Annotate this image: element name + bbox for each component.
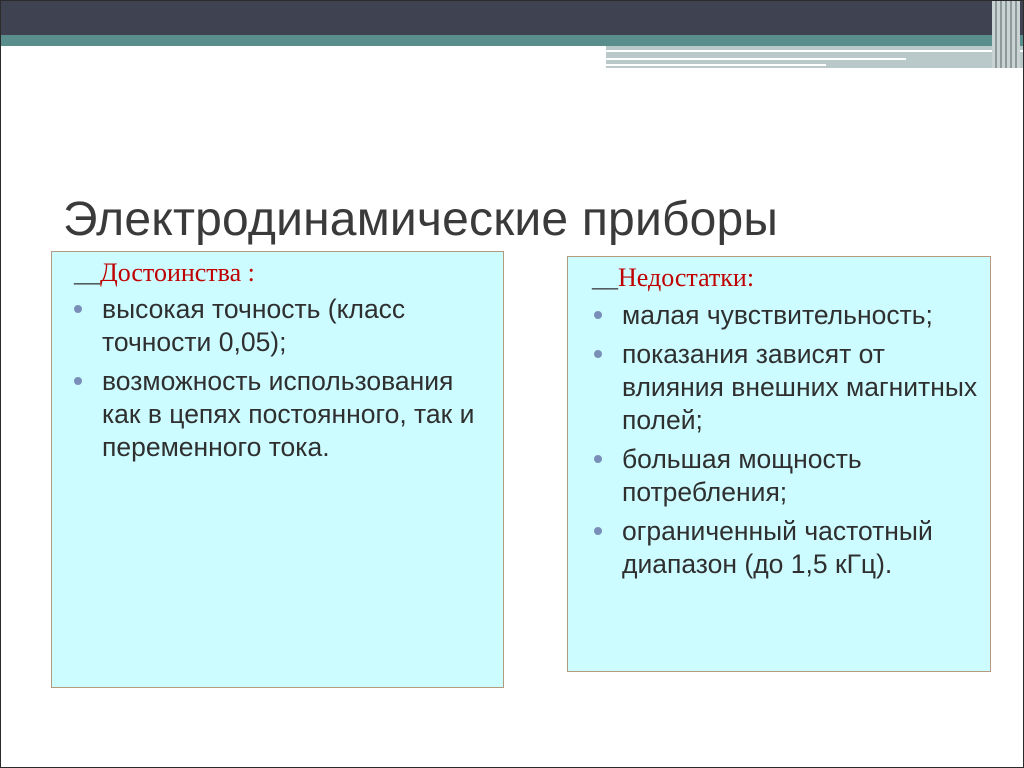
header-stripe	[606, 64, 826, 66]
bullet-dot-icon	[594, 455, 602, 463]
advantages-heading: __Достоинства :	[74, 258, 255, 287]
advantages-list	[68, 293, 498, 470]
bullet-dot-icon	[594, 311, 602, 319]
header-stripe	[606, 50, 1023, 52]
list-item: высокая точность (класс точности 0,05);	[68, 293, 498, 359]
list-item: показания зависят от влияния внешних магнитных полей;	[588, 338, 988, 437]
list-item: большая мощность потребления;	[588, 443, 988, 509]
slide-title: Электродинамические приборы	[63, 193, 779, 247]
list-item: ограниченный частотный диапазон (до 1,5 кГц).	[588, 515, 988, 581]
list-item: малая чувствительность;	[588, 299, 988, 332]
header-bar-dark	[1, 1, 1023, 35]
disadvantages-box	[567, 256, 991, 672]
disadvantages-heading: __Недостатки:	[592, 263, 755, 292]
bullet-dot-icon	[74, 305, 82, 313]
header-stripe	[606, 58, 906, 60]
bullet-dot-icon	[594, 527, 602, 535]
list-item: возможность использования как в цепях постоянного, так и переменного тока.	[68, 365, 498, 464]
advantages-box	[51, 251, 504, 688]
bullet-dot-icon	[594, 350, 602, 358]
header-bar-teal	[1, 35, 1023, 46]
disadvantages-list	[588, 299, 988, 587]
bullet-dot-icon	[74, 377, 82, 385]
header-vertical-stripes	[992, 1, 1020, 68]
